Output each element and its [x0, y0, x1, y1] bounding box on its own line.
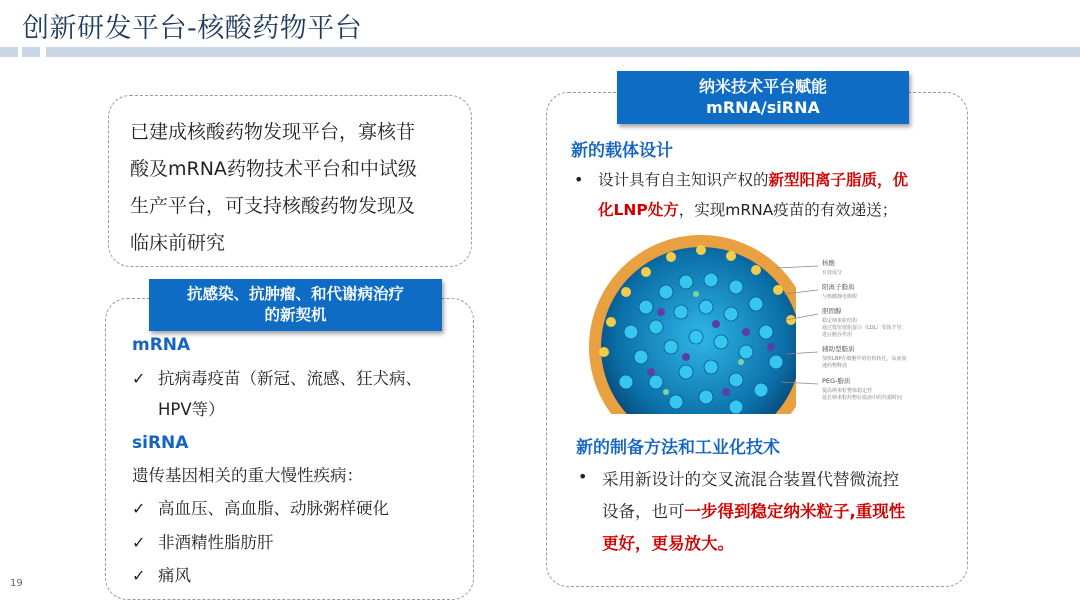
banner-line: 抗感染、抗肿瘤、和代谢病治疗: [186, 285, 404, 303]
mrna-item-line: 抗病毒疫苗（新冠、流感、狂犬病、: [158, 369, 422, 388]
carrier-highlight: 新型阳离子脂质，优: [768, 171, 909, 189]
carrier-heading: 新的载体设计: [571, 141, 673, 161]
applications-banner: [149, 279, 442, 331]
method-line: 采用新设计的交叉流混合装置代替微流控: [602, 470, 899, 489]
diagram-label: PEG-脂质: [822, 377, 851, 385]
method-highlight: 更好，更易放大。: [602, 534, 734, 553]
diagram-desc: 延长纳米粒药物在血液中的代谢时间: [822, 395, 903, 401]
check-icon: ✓: [132, 369, 146, 388]
intro-line: 酸及mRNA药物技术平台和中试级: [130, 158, 417, 180]
diagram-desc: 速药物释放: [822, 363, 848, 369]
diagram-label: 核酸: [822, 259, 835, 267]
sirna-intro: 遗传基因相关的重大慢性疾病：: [132, 466, 363, 485]
sirna-item: 高血压、高血脂、动脉粥样硬化: [158, 499, 389, 518]
diagram-label: 胆固醇: [822, 307, 842, 315]
diagram-desc: 有效成分: [822, 270, 843, 276]
intro-line: 已建成核酸药物发现平台，寡核苷: [130, 121, 416, 143]
diagram-desc: 稳定纳米粒结构: [822, 318, 858, 324]
bullet-icon: •: [578, 467, 588, 486]
intro-line: 生产平台，可支持核酸药物发现及: [130, 195, 416, 217]
lnp-diagram: [586, 232, 932, 414]
method-highlight: 一步得到稳定纳米粒子,重现性: [684, 502, 906, 521]
sirna-item: 痛风: [158, 566, 191, 585]
sirna-heading: siRNA: [132, 433, 189, 453]
check-icon: ✓: [132, 533, 146, 552]
header-band: [46, 47, 1080, 57]
intro-line: 临床前研究: [130, 232, 226, 254]
carrier-highlight: 化LNP处方: [598, 201, 679, 219]
diagram-desc: 通过低密度脂蛋白（LDL）受体介导,: [822, 325, 904, 331]
method-line-part: 设备，也可: [602, 502, 685, 521]
banner-line: 纳米技术平台赋能: [698, 77, 827, 96]
intro-text: [130, 114, 455, 262]
banner-line: mRNA/siRNA: [706, 98, 820, 117]
diagram-desc: 提高纳米粒整体稳定性: [822, 388, 873, 394]
nanotech-banner: [617, 71, 909, 124]
sirna-item: 非酒精性脂肪肝: [158, 533, 274, 552]
carrier-text-part: 设计具有自主知识产权的: [598, 171, 769, 189]
mrna-item: [158, 367, 422, 422]
mrna-item-line: HPV等）: [158, 400, 225, 419]
lnp-illustration: [586, 232, 932, 414]
carrier-text-part: ，实现mRNA疫苗的有效递送；: [678, 201, 898, 219]
diagram-label: 辅助型脂质: [822, 345, 855, 353]
page-number: 19: [10, 578, 23, 589]
method-heading: 新的制备方法和工业化技术: [576, 438, 780, 458]
diagram-desc: 与核酸静电吸附: [822, 294, 858, 300]
header-band-segment: [0, 47, 18, 57]
diagram-desc: 加快LNP在细胞中的结构转化，从而加: [822, 356, 907, 362]
bullet-icon: •: [574, 170, 584, 189]
check-icon: ✓: [132, 566, 146, 585]
mrna-heading: mRNA: [132, 335, 191, 355]
banner-line: 的新契机: [264, 306, 327, 324]
method-text: [602, 464, 905, 560]
check-icon: ✓: [132, 499, 146, 518]
diagram-desc: 进行胞吞作用: [822, 332, 853, 338]
diagram-label: 阳离子脂质: [822, 283, 855, 291]
header-band-segment: [22, 47, 40, 57]
slide-title: 创新研发平台-核酸药物平台: [22, 13, 363, 44]
carrier-text: [598, 168, 908, 222]
